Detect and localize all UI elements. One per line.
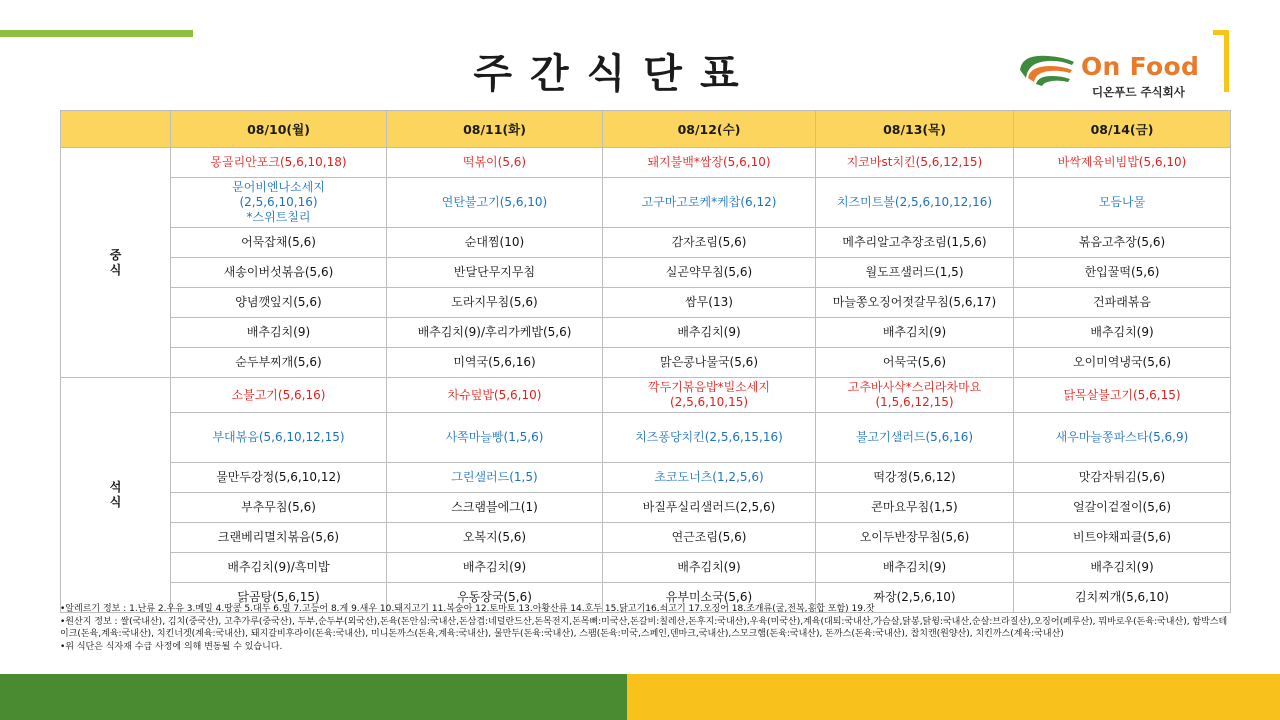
menu-item-cell: 배추김치(9) (816, 553, 1014, 583)
menu-item-cell: 바질푸실리샐러드(2,5,6) (603, 493, 816, 523)
lunch-menu-row (61, 258, 1231, 288)
brand-subtitle: 디온푸드 주식회사 (1092, 85, 1185, 99)
menu-item-cell: 김치찌개(5,6,10) (1014, 583, 1231, 613)
dinner-menu-row (61, 523, 1231, 553)
menu-item-cell: 건파래볶음 (1014, 288, 1231, 318)
menu-item-cell: 마늘쫑오징어젓갈무침(5,6,17) (816, 288, 1014, 318)
menu-item-cell: 배추김치(9) (387, 553, 603, 583)
menu-item-cell: 치즈미트볼(2,5,6,10,12,16) (816, 178, 1014, 228)
menu-item-cell: 불고기샐러드(5,6,16) (816, 413, 1014, 463)
menu-item-cell: 메추리알고추장조림(1,5,6) (816, 228, 1014, 258)
menu-item-cell: 스크램블에그(1) (387, 493, 603, 523)
lunch-menu-row (61, 318, 1231, 348)
dinner-menu-row (61, 463, 1231, 493)
top-accent-bar (0, 30, 193, 37)
menu-item-cell: 월도프샐러드(1,5) (816, 258, 1014, 288)
weekly-menu-table (60, 110, 1231, 613)
menu-item-cell: 사쪽마늘빵(1,5,6) (387, 413, 603, 463)
origin-note: •원산지 정보 : 쌀(국내산), 김치(중국산), 고추가루(중국산), 두부,순두부(외국산),돈육(돈안심:국내산,돈삼겹:네덜란드산,돈목전지,돈목뼈:미국산,돈갈비:칠레산,돈후지:국내산),우육(미국산),계육(대퇴:국내산,가슴살,닭봉,닭윙:국내산,순살:브라질산),오징어(페루산), 뭐바로우(돈육:국내산), 함박스테이크(돈육,계육:국내산), 치킨너겟(계육:국내산), 돼지갈비후라이(돈육:국내산), 미니돈까스(돈육,계육:국내산), 물만두(돈육:국내산), 스팸(돈육:미국,스페인,덴마크,국내산),스모크햄(돈육:국내산), 돈까스(돈육:국내산), 찹치캔(원양산), 치킨까스(계육:국내산) (60, 616, 1228, 639)
menu-item-cell: 쌈무(13) (603, 288, 816, 318)
menu-body (61, 148, 1231, 613)
footer-yellow-bar (627, 674, 1280, 720)
menu-item-cell: 오이두반장무침(5,6) (816, 523, 1014, 553)
menu-item-cell: 배추김치(9) (816, 318, 1014, 348)
menu-item-cell: 고구마고로케*케찹(6,12) (603, 178, 816, 228)
lunch-label (61, 148, 171, 378)
brand-logo (1018, 48, 1208, 104)
menu-item-cell: 유부미소국(5,6) (603, 583, 816, 613)
menu-item-cell: 연근조림(5,6) (603, 523, 816, 553)
menu-item-cell: 떡강정(5,6,12) (816, 463, 1014, 493)
lunch-label-text: 중식 (109, 247, 122, 277)
menu-item-cell: 콘마요무침(1,5) (816, 493, 1014, 523)
dinner-menu-row (61, 413, 1231, 463)
menu-item-cell: 치즈퐁당치킨(2,5,6,15,16) (603, 413, 816, 463)
menu-item-cell: 한입꿀떡(5,6) (1014, 258, 1231, 288)
menu-item-cell: 연탄불고기(5,6,10) (387, 178, 603, 228)
menu-item-cell: 배추김치(9)/흑미밥 (171, 553, 387, 583)
menu-item-cell: 오이미역냉국(5,6) (1014, 348, 1231, 378)
menu-item-cell: 크랜베리멸치볶음(5,6) (171, 523, 387, 553)
menu-item-cell: 초코도너츠(1,2,5,6) (603, 463, 816, 493)
menu-item-cell: 문어비엔나소세지 (2,5,6,10,16) *스위트칠리 (171, 178, 387, 228)
menu-item-cell: 배추김치(9) (171, 318, 387, 348)
lunch-menu-row (61, 228, 1231, 258)
menu-item-cell: 볶음고추장(5,6) (1014, 228, 1231, 258)
dinner-label-text: 석식 (109, 480, 122, 509)
menu-item-cell: 실곤약무침(5,6) (603, 258, 816, 288)
menu-item-cell: 미역국(5,6,16) (387, 348, 603, 378)
page-title: 주간식단표 (473, 51, 757, 97)
menu-item-cell: 닭목살불고기(5,6,15) (1014, 378, 1231, 413)
menu-item-cell: 고추바사삭*스리라차마요 (1,5,6,12,15) (816, 378, 1014, 413)
menu-item-cell: 부대볶음(5,6,10,12,15) (171, 413, 387, 463)
menu-item-cell: 바싹제육비빔밥(5,6,10) (1014, 148, 1231, 178)
menu-item-cell: 순두부찌개(5,6) (171, 348, 387, 378)
corner-bracket-decoration (1213, 30, 1229, 92)
menu-item-cell: 배추김치(9) (1014, 318, 1231, 348)
onfood-stripes-logo-icon (1018, 48, 1078, 88)
dinner-label (61, 378, 171, 613)
menu-item-cell: 양념깻잎지(5,6) (171, 288, 387, 318)
dinner-menu-row (61, 378, 1231, 413)
menu-item-cell: 도라지무침(5,6) (387, 288, 603, 318)
dinner-menu-row (61, 493, 1231, 523)
menu-item-cell: 소불고기(5,6,16) (171, 378, 387, 413)
lunch-menu-row (61, 148, 1231, 178)
menu-item-cell: 배추김치(9)/후리가케밥(5,6) (387, 318, 603, 348)
menu-item-cell: 물만두강정(5,6,10,12) (171, 463, 387, 493)
menu-item-cell: 어묵잡채(5,6) (171, 228, 387, 258)
day-header: 08/14(금) (1014, 111, 1231, 148)
menu-item-cell: 맛감자튀김(5,6) (1014, 463, 1231, 493)
menu-item-cell: 새송이버섯볶음(5,6) (171, 258, 387, 288)
menu-item-cell: 닭곰탕(5,6,15) (171, 583, 387, 613)
menu-item-cell: 순대찜(10) (387, 228, 603, 258)
menu-item-cell: 배추김치(9) (1014, 553, 1231, 583)
menu-item-cell: 감자조림(5,6) (603, 228, 816, 258)
day-header: 08/11(화) (387, 111, 603, 148)
menu-item-cell: 반달단무지무침 (387, 258, 603, 288)
menu-item-cell: 비트야채피클(5,6) (1014, 523, 1231, 553)
lunch-menu-row (61, 288, 1231, 318)
menu-item-cell: 맑은콩나물국(5,6) (603, 348, 816, 378)
table-header-row (61, 111, 1231, 148)
menu-item-cell: 부추무침(5,6) (171, 493, 387, 523)
menu-item-cell: 우동장국(5,6) (387, 583, 603, 613)
menu-item-cell: 짜장(2,5,6,10) (816, 583, 1014, 613)
allergy-note: •알레르기 정보 : 1.난류 2.우유 3.메밀 4.땅콩 5.대두 6.밀 7.고등어 8.게 9.새우 10.돼지고기 11.복숭아 12.토마토 13.아황산류 14.호두 15.닭고기16.쇠고기 17.오징어 18.조개류(굴,전복,홍합 포함) 19.잣 (60, 604, 875, 614)
change-note: •위 식단은 식자재 수급 사정에 의해 변동될 수 있습니다. (60, 641, 283, 652)
menu-item-cell: 떡볶이(5,6) (387, 148, 603, 178)
footer-green-bar (0, 674, 627, 720)
menu-item-cell: 오복지(5,6) (387, 523, 603, 553)
menu-item-cell: 지코바st치킨(5,6,12,15) (816, 148, 1014, 178)
header-corner-cell (61, 111, 171, 148)
menu-item-cell: 새우마늘쫑파스타(5,6,9) (1014, 413, 1231, 463)
menu-item-cell: 그린샐러드(1,5) (387, 463, 603, 493)
menu-item-cell: 어묵국(5,6) (816, 348, 1014, 378)
dinner-menu-row (61, 553, 1231, 583)
day-header: 08/10(월) (171, 111, 387, 148)
menu-item-cell: 얼갈이겉절이(5,6) (1014, 493, 1231, 523)
brand-name: On Food (1081, 52, 1200, 81)
lunch-menu-row (61, 178, 1231, 228)
menu-item-cell: 몽골리안포크(5,6,10,18) (171, 148, 387, 178)
menu-item-cell: 배추김치(9) (603, 553, 816, 583)
lunch-menu-row (61, 348, 1231, 378)
menu-item-cell: 모듬나물 (1014, 178, 1231, 228)
menu-item-cell: 돼지불백*쌈장(5,6,10) (603, 148, 816, 178)
menu-item-cell: 배추김치(9) (603, 318, 816, 348)
menu-item-cell: 깍두기볶음밥*빌소세지 (2,5,6,10,15) (603, 378, 816, 413)
day-header: 08/13(목) (816, 111, 1014, 148)
day-header: 08/12(수) (603, 111, 816, 148)
notes-section (60, 603, 1230, 653)
menu-item-cell: 차슈덮밥(5,6,10) (387, 378, 603, 413)
